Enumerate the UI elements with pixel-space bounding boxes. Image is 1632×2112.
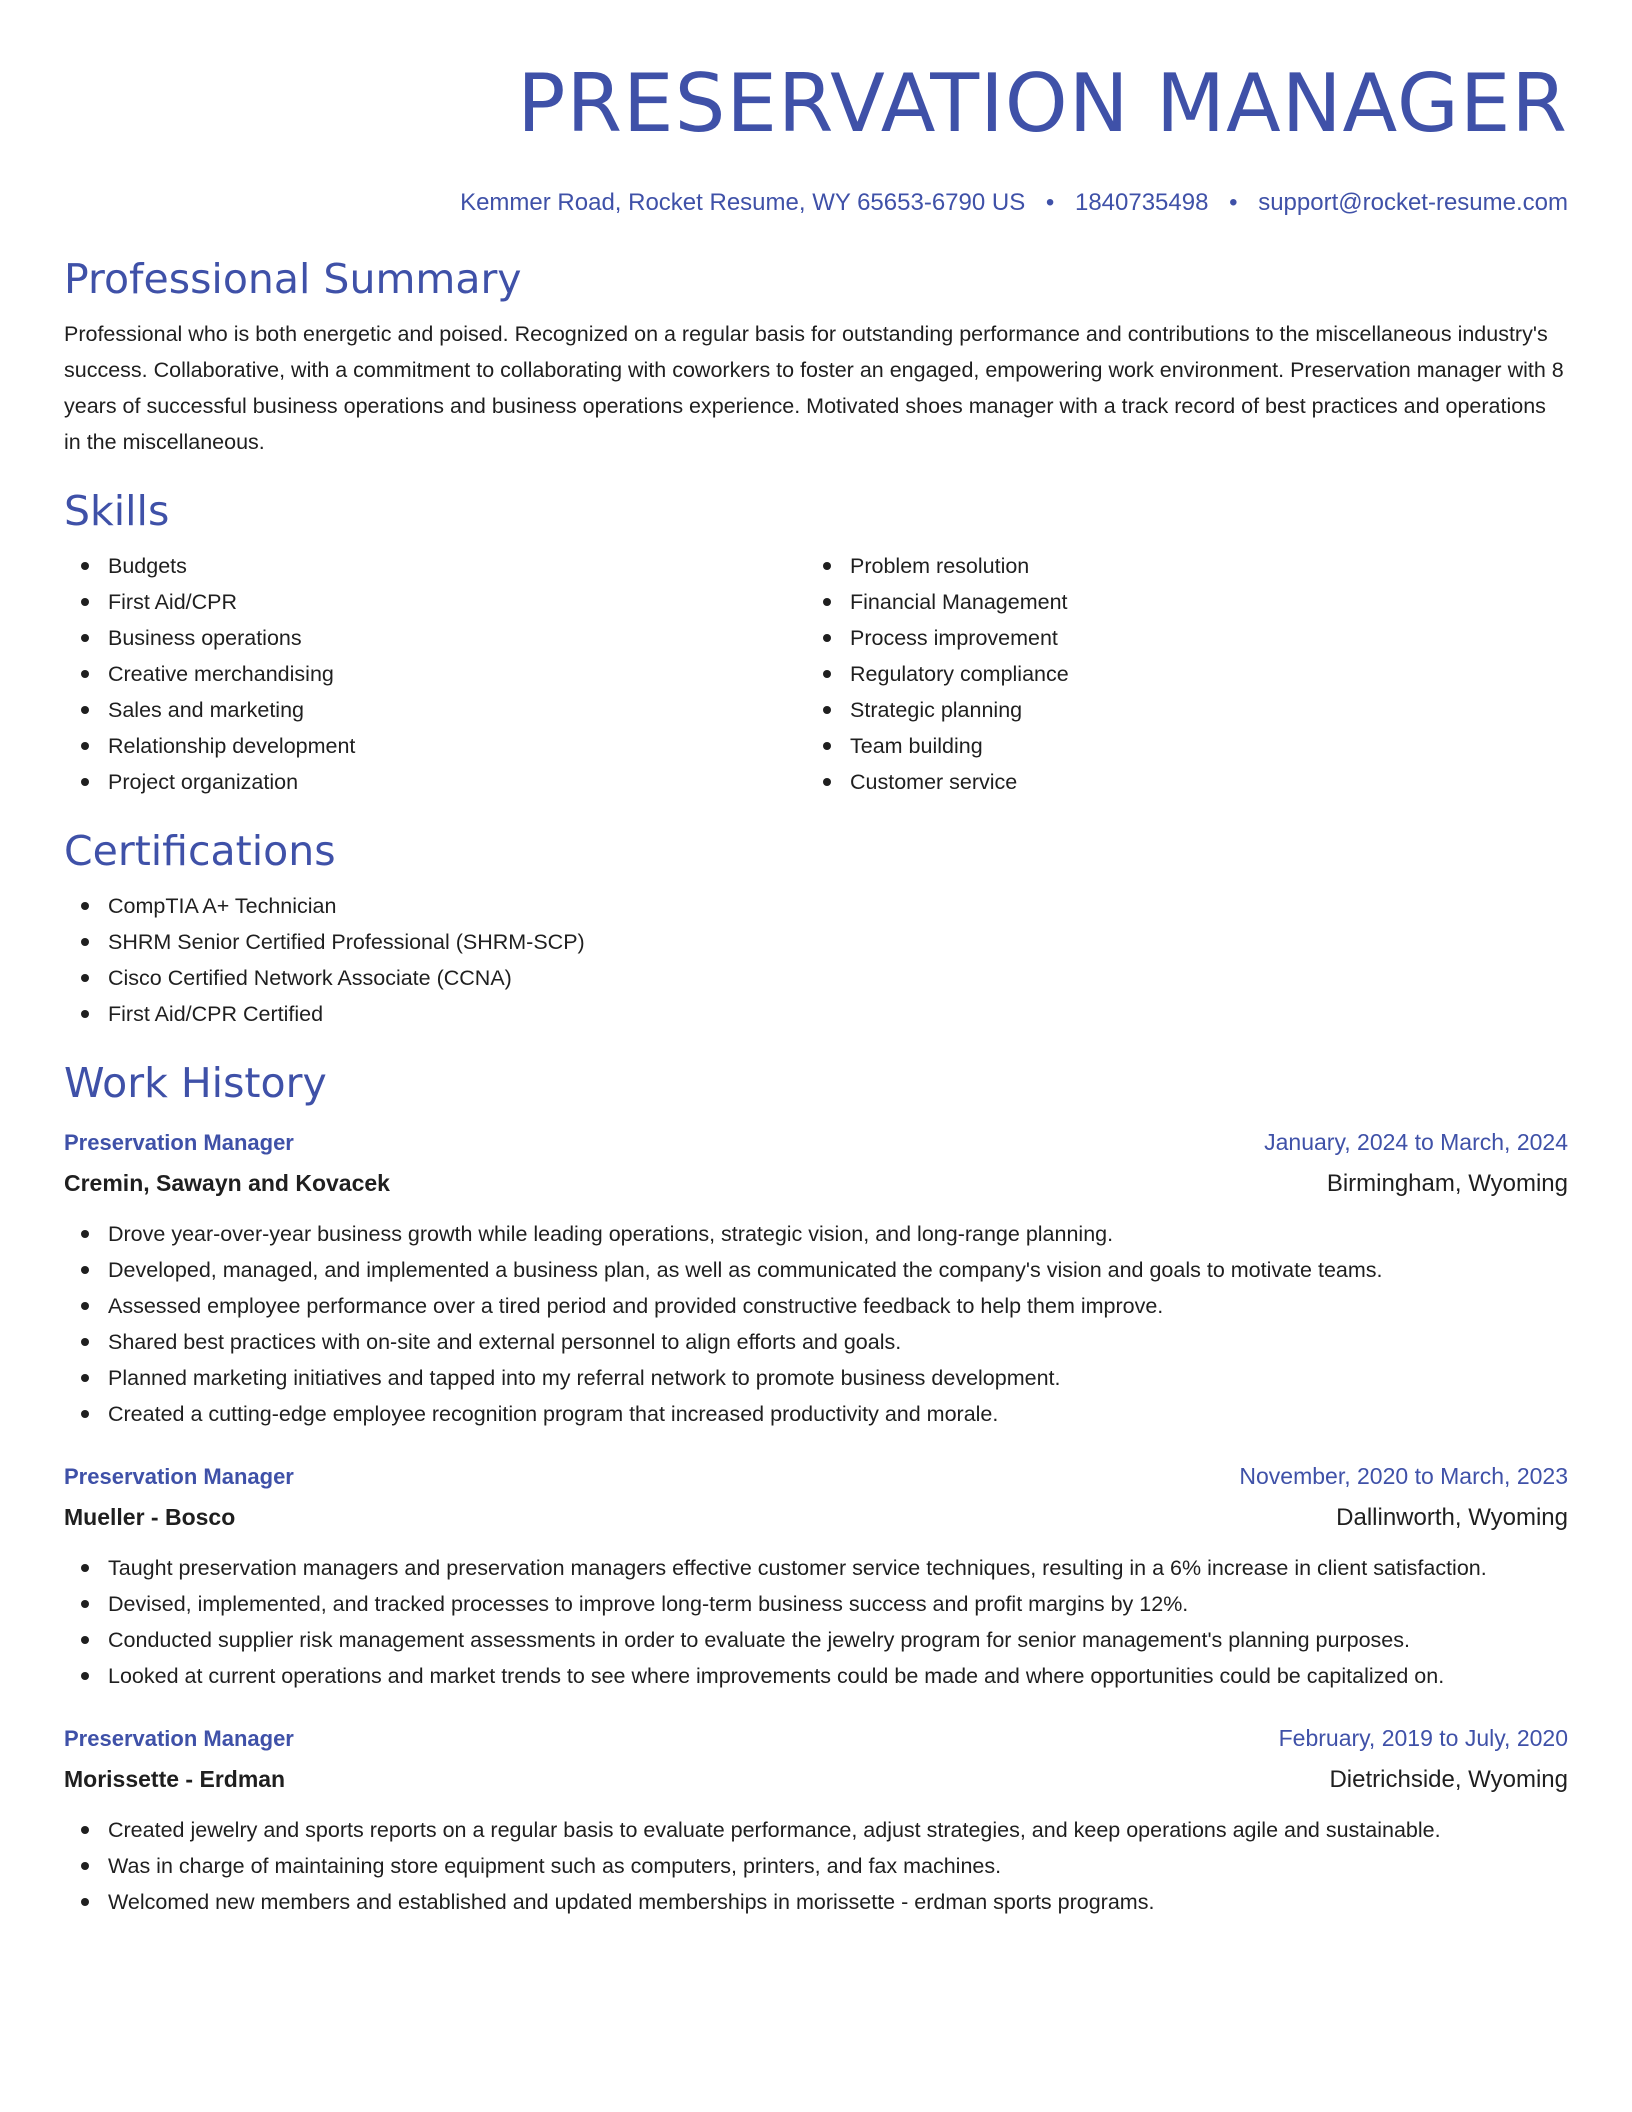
job-bullet: Taught preservation managers and preservation managers effective customer service techniques, resulting in a 6% increase in client satisfaction. bbox=[64, 1550, 1568, 1586]
skill-item: Financial Management bbox=[806, 584, 1548, 620]
job-bullet: Was in charge of maintaining store equipment such as computers, printers, and fax machines. bbox=[64, 1848, 1568, 1884]
summary-text: Professional who is both energetic and poised. Recognized on a regular basis for outstanding performance and contributions to the miscellaneous industry's success. Collaborative, with a commitment to collaborating with coworkers to foster an engaged, empowering work environment. Preservation manager with 8 years of successful business operations and business operations experience. Motivated shoes manager with a track record of best practices and operations in the miscellaneous. bbox=[64, 322, 1564, 454]
skill-item: Project organization bbox=[64, 764, 806, 800]
job-dates: November, 2020 to March, 2023 bbox=[1239, 1463, 1568, 1489]
job-bullet: Developed, managed, and implemented a business plan, as well as communicated the company's vision and goals to motivate teams. bbox=[64, 1252, 1568, 1288]
certifications-list bbox=[64, 888, 1568, 1032]
job-entry bbox=[64, 1122, 1568, 1432]
certification-item: First Aid/CPR Certified bbox=[64, 996, 1568, 1032]
resume-name: PRESERVATION MANAGER bbox=[517, 57, 1568, 150]
skill-item: First Aid/CPR bbox=[64, 584, 806, 620]
job-location: Dietrichside, Wyoming bbox=[1329, 1766, 1568, 1793]
separator-dot: • bbox=[1045, 189, 1055, 216]
job-location: Dallinworth, Wyoming bbox=[1336, 1504, 1568, 1531]
job-header-row bbox=[64, 1718, 1568, 1759]
skill-item: Problem resolution bbox=[806, 548, 1548, 584]
section-title-certifications: Certifications bbox=[64, 827, 336, 875]
skill-item: Customer service bbox=[806, 764, 1548, 800]
job-company-row bbox=[64, 1759, 1568, 1800]
resume-header bbox=[64, 0, 1568, 218]
separator-dot: • bbox=[1229, 189, 1238, 216]
skill-item: Business operations bbox=[64, 620, 806, 656]
skills-columns bbox=[64, 548, 1568, 800]
work-history-section bbox=[64, 1058, 1568, 1920]
summary-section bbox=[64, 254, 1568, 460]
job-company: Cremin, Sawayn and Kovacek bbox=[64, 1170, 390, 1196]
certification-item: SHRM Senior Certified Professional (SHRM-SCP) bbox=[64, 924, 1568, 960]
job-bullet: Assessed employee performance over a tired period and provided constructive feedback to help them improve. bbox=[64, 1288, 1568, 1324]
skills-section bbox=[64, 486, 1568, 800]
job-dates: February, 2019 to July, 2020 bbox=[1278, 1725, 1568, 1751]
job-bullet: Created a cutting-edge employee recognition program that increased productivity and morale. bbox=[64, 1396, 1568, 1432]
job-header-row bbox=[64, 1456, 1568, 1497]
job-bullet: Planned marketing initiatives and tapped into my referral network to promote business development. bbox=[64, 1360, 1568, 1396]
email: support@rocket-resume.com bbox=[1258, 189, 1568, 216]
job-company: Mueller - Bosco bbox=[64, 1504, 236, 1530]
job-bullet: Shared best practices with on-site and external personnel to align efforts and goals. bbox=[64, 1324, 1568, 1360]
job-entry bbox=[64, 1456, 1568, 1694]
job-bullet: Drove year-over-year business growth while leading operations, strategic vision, and long-range planning. bbox=[64, 1216, 1568, 1252]
skill-item: Team building bbox=[806, 728, 1548, 764]
section-title-summary: Professional Summary bbox=[64, 255, 522, 303]
job-company: Morissette - Erdman bbox=[64, 1766, 286, 1792]
job-entry bbox=[64, 1718, 1568, 1920]
skills-list-left bbox=[64, 548, 806, 800]
skill-item: Budgets bbox=[64, 548, 806, 584]
job-company-row bbox=[64, 1163, 1568, 1204]
skill-item: Regulatory compliance bbox=[806, 656, 1548, 692]
skill-item: Relationship development bbox=[64, 728, 806, 764]
contact-line bbox=[64, 188, 1568, 218]
phone: 1840735498 bbox=[1074, 189, 1209, 216]
job-bullet: Welcomed new members and established and updated memberships in morissette - erdman sports programs. bbox=[64, 1884, 1568, 1920]
certification-item: CompTIA A+ Technician bbox=[64, 888, 1568, 924]
section-title-work-history: Work History bbox=[64, 1059, 327, 1107]
job-bullets bbox=[64, 1216, 1568, 1432]
section-title-skills: Skills bbox=[64, 487, 170, 535]
certifications-section bbox=[64, 826, 1568, 1032]
job-title: Preservation Manager bbox=[64, 1726, 294, 1751]
job-header-row bbox=[64, 1122, 1568, 1163]
job-bullet: Conducted supplier risk management assessments in order to evaluate the jewelry program for senior management's planning purposes. bbox=[64, 1622, 1568, 1658]
job-bullet: Devised, implemented, and tracked processes to improve long-term business success and profit margins by 12%. bbox=[64, 1586, 1568, 1622]
job-company-row bbox=[64, 1497, 1568, 1538]
skill-item: Sales and marketing bbox=[64, 692, 806, 728]
skill-item: Process improvement bbox=[806, 620, 1548, 656]
job-location: Birmingham, Wyoming bbox=[1326, 1170, 1568, 1197]
job-bullet: Created jewelry and sports reports on a regular basis to evaluate performance, adjust strategies, and keep operations agile and sustainable. bbox=[64, 1812, 1568, 1848]
skill-item: Strategic planning bbox=[806, 692, 1548, 728]
certification-item: Cisco Certified Network Associate (CCNA) bbox=[64, 960, 1568, 996]
job-title: Preservation Manager bbox=[64, 1464, 294, 1489]
skills-list-right bbox=[806, 548, 1548, 800]
address: Kemmer Road, Rocket Resume, WY 65653-6790 US bbox=[460, 189, 1026, 216]
skill-item: Creative merchandising bbox=[64, 656, 806, 692]
job-bullets bbox=[64, 1812, 1568, 1920]
job-bullet: Looked at current operations and market trends to see where improvements could be made and where opportunities could be capitalized on. bbox=[64, 1658, 1568, 1694]
job-dates: January, 2024 to March, 2024 bbox=[1264, 1129, 1568, 1155]
job-title: Preservation Manager bbox=[64, 1130, 294, 1155]
job-bullets bbox=[64, 1550, 1568, 1694]
